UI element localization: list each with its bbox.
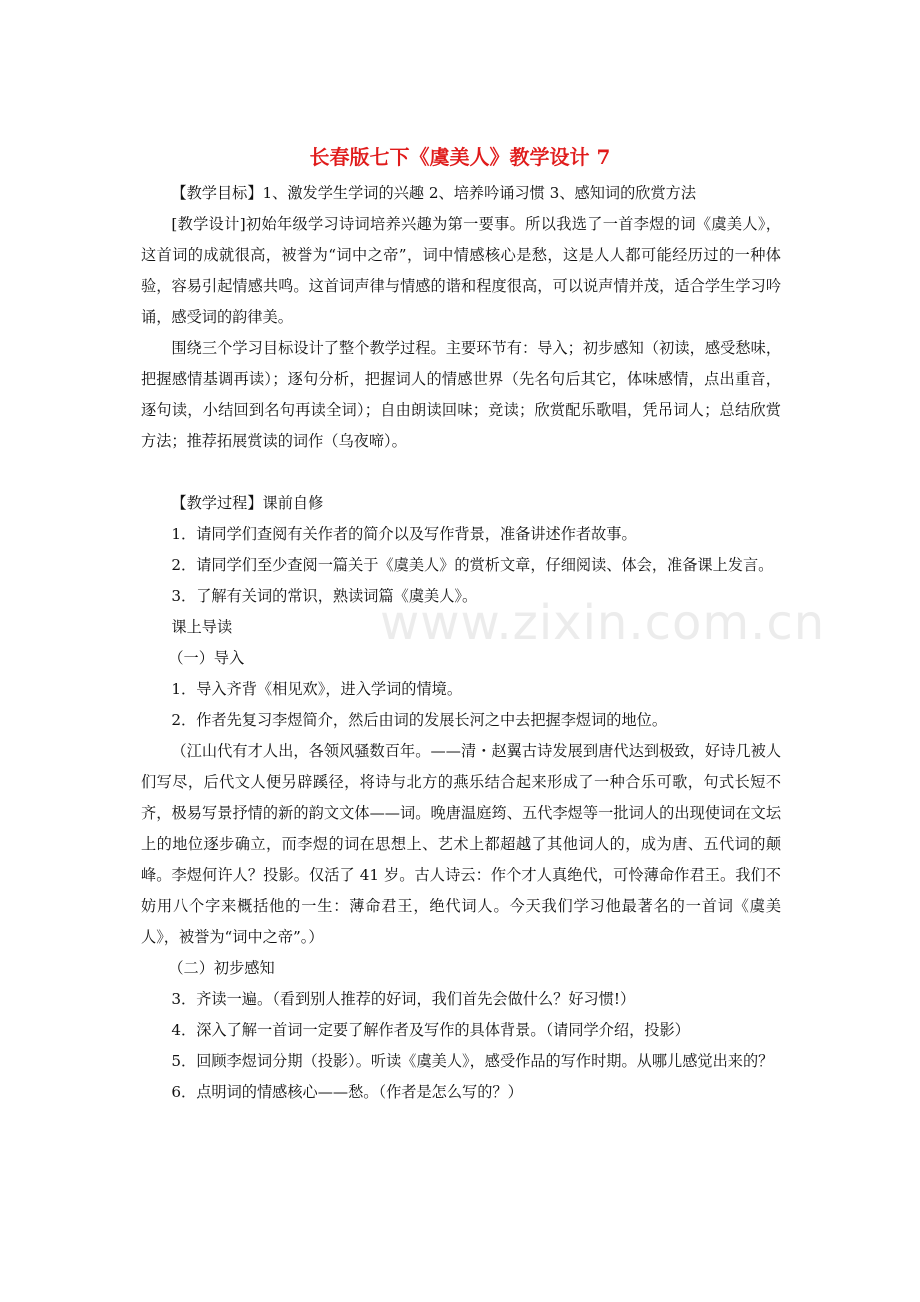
section-heading-process: 【教学过程】课前自修 [171, 494, 324, 512]
list-item: 1．导入齐背《相见欢》，进入学词的情境。 [171, 680, 463, 698]
list-item: 2．请同学们至少查阅一篇关于《虞美人》的赏析文章，仔细阅读、体会，准备课上发言。 [171, 556, 774, 574]
subsection-heading-intro: （一）导入 [168, 649, 245, 667]
teaching-goals: 【教学目标】1、激发学生学词的兴趣 2、培养吟诵习惯 3、感知词的欣赏方法 [171, 184, 697, 202]
list-item: 1．请同学们查阅有关作者的简介以及写作背景，准备讲述作者故事。 [171, 525, 637, 543]
document-title: 长春版七下《虞美人》教学设计 7 [309, 145, 611, 169]
list-item: 3．齐读一遍。（看到别人推荐的好词，我们首先会做什么？好习惯!） [171, 990, 636, 1008]
section-heading-in-class: 课上导读 [171, 618, 233, 636]
document-body [141, 178, 781, 1108]
watermark: www.zixin.com.cn [380, 595, 826, 651]
list-item: 2．作者先复习李煜简介，然后由词的发展长河之中去把握李煜词的地位。 [171, 711, 668, 729]
list-item: 3．了解有关词的常识，熟读词篇《虞美人》。 [171, 587, 478, 605]
list-item: 4．深入了解一首词一定要了解作者及写作的具体背景。（请同学介绍，投影） [171, 1021, 690, 1039]
intro-background-paragraph: （江山代有才人出，各领风骚数百年。——清・赵翼古诗发展到唐代达到极致，好诗几被人们写尽，后代文人便另辟蹊径，将诗与北方的燕乐结合起来形成了一种合乐可歌，句式长短不齐，极易写景抒情的新的韵文文体——词。晚唐温庭筠、五代李煜等一批词人的出现使词在文坛上的地位逐步确立，而李煜的词在思想上、艺术上都超越了其他词人的，成为唐、五代词的颠峰。李煜何许人？投影。仅活了 41 岁。古人诗云：作个才人真绝代，可怜薄命作君王。我们不妨用八个字来概括他的一生：薄命君王，绝代词人。今天我们学习他最著名的一首词《虞美人》，被誉为“词中之帝”。） [141, 742, 781, 946]
teaching-design: [教学设计]初始年级学习诗词培养兴趣为第一要事。所以我选了一首李煜的词《虞美人》，这首词的成就很高，被誉为“词中之帝”，词中情感核心是愁，这是人人都可能经历过的一种体验，容易引起情感共鸣。这首词声律与情感的谐和程度很高，可以说声情并茂，适合学生学习吟诵，感受词的韵律美。 [141, 215, 781, 326]
list-item: 6．点明词的情感核心——愁。（作者是怎么写的？） [171, 1083, 523, 1101]
subsection-heading-first-perception: （二）初步感知 [168, 959, 275, 977]
list-item: 5．回顾李煜词分期（投影）。听读《虞美人》，感受作品的写作时期。从哪儿感觉出来的？ [171, 1052, 774, 1070]
teaching-process-overview: 围绕三个学习目标设计了整个教学过程。主要环节有：导入；初步感知（初读，感受愁味，把握感情基调再读）；逐句分析，把握词人的情感世界（先名句后其它，体味感情，点出重音，逐句读，小结回到名句再读全词）；自由朗读回味；竞读；欣赏配乐歌唱，凭吊词人；总结欣赏方法；推荐拓展赏读的词作（乌夜啼）。 [141, 339, 781, 450]
